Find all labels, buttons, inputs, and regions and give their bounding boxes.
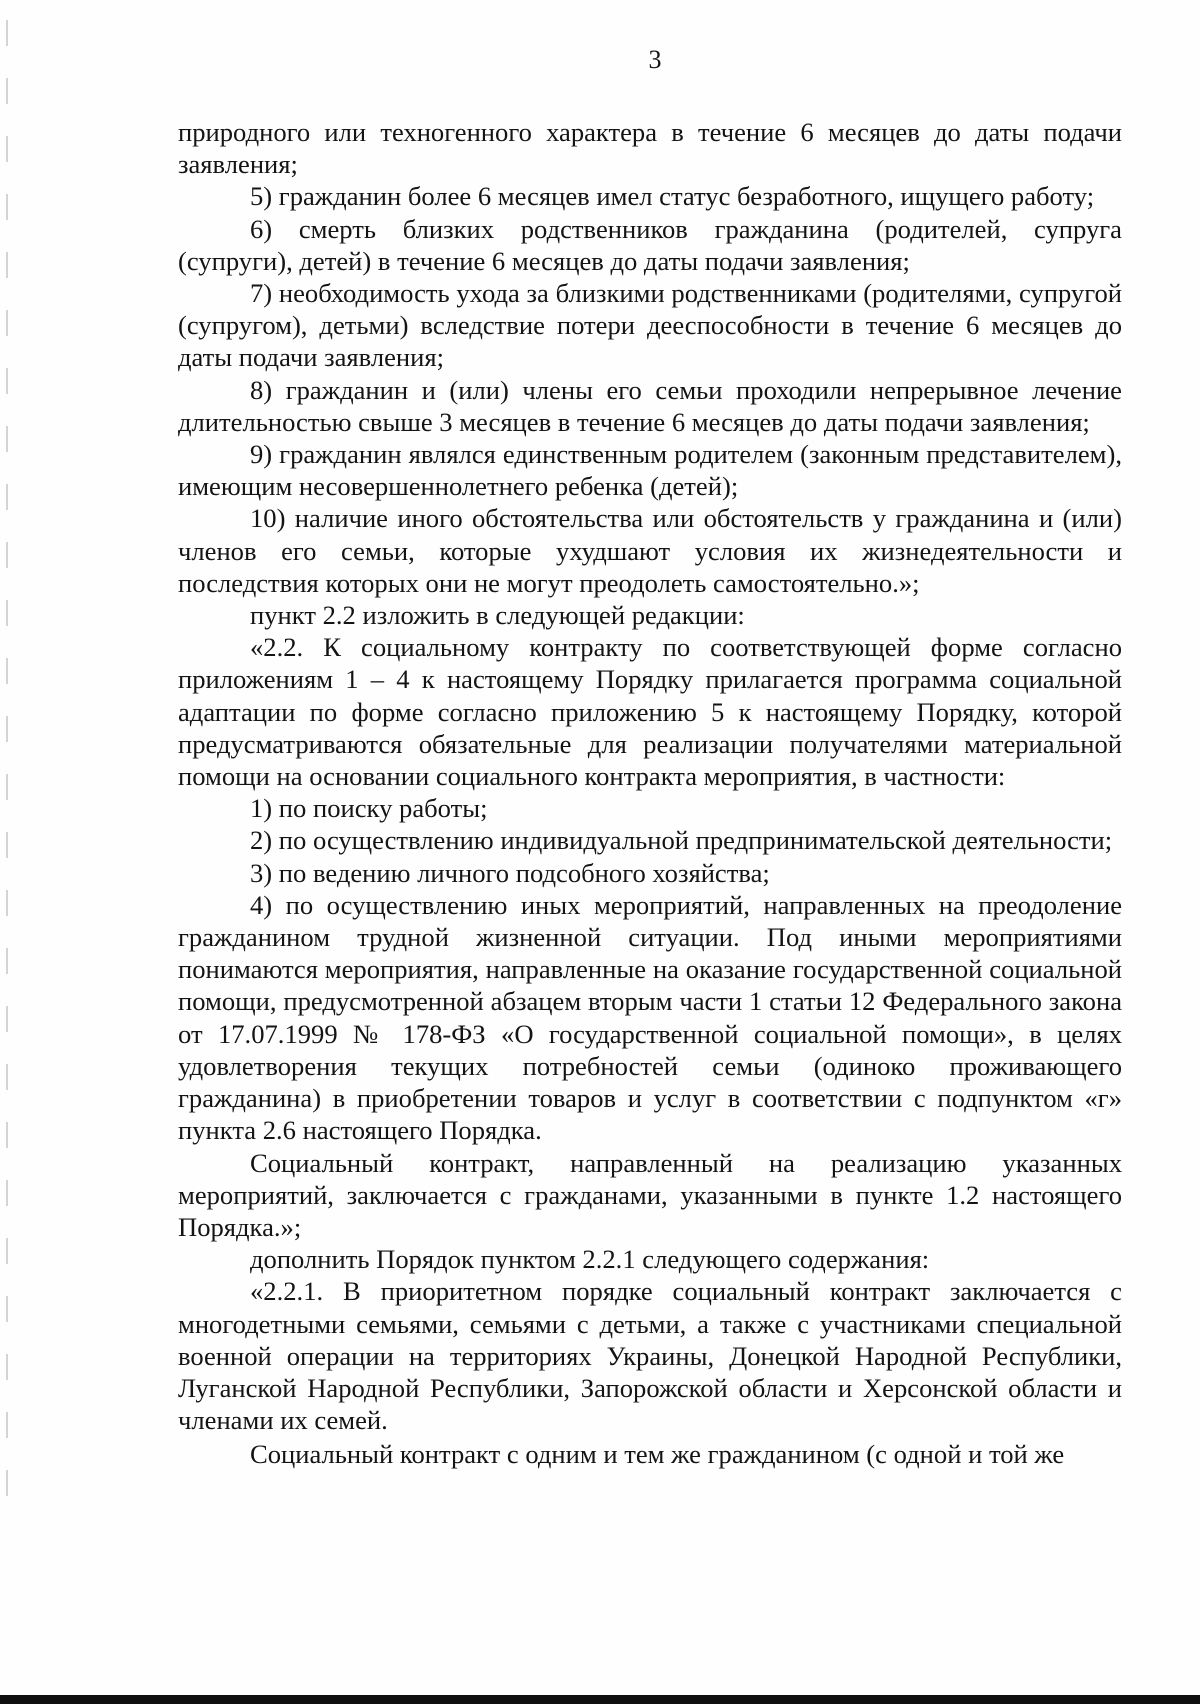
instruction-paragraph: пункт 2.2 изложить в следующей редакции: [250,600,745,631]
clause-2-2-1: «2.2.1. В приоритетном порядке социальный контракт заключается с многодетными семьями, семьями с детьми, а также с участниками специальной военной операции на территориях Украины, Донецкой Народной Республики, Луганской Народной Республики, Запорожской области и Херсонской области и членами их семей. [178,1276,1122,1436]
clause-2-2-item-2: 2) по осуществлению индивидуальной предпринимательской деятельности; [250,825,1113,856]
clause-2-2-item-4: 4) по осуществлению иных мероприятий, направленных на преодоление гражданином трудной жизненной ситуации. Под иными мероприятиями понимаются мероприятия, направленные на оказание государственной социальной помощи, предусмотренной абзацем вторым части 1 статьи 12 Федерального закона от 17.07.1999 № 178-ФЗ «О государственной социальной помощи», в целях удовлетворения текущих потребностей семьи (одиноко проживающего гражданина) в приобретении товаров и услуг в соответствии с подпунктом «г» пункта 2.6 настоящего Порядка. [178,889,1122,1146]
clause-2-2-item-3: 3) по ведению личного подсобного хозяйства; [250,857,770,888]
clause-2-2-item-1: 1) по поиску работы; [250,793,488,824]
list-item-8: 8) гражданин и (или) члены его семьи проходили непрерывное лечение длительностью свыше 3 месяцев в течение 6 месяцев до даты подачи заявления; [178,374,1122,437]
list-item-10: 10) наличие иного обстоятельства или обстоятельств у гражданина и (или) членов его семьи, которые ухудшают условия их жизнедеятельности и последствия которых они не могут преодолеть самостоятельно.»; [178,503,1122,598]
instruction-paragraph-2: дополнить Порядок пунктом 2.2.1 следующего содержания: [250,1244,930,1275]
list-item-6: 6) смерть близких родственников гражданина (родителей, супруга (супруги), детей) в течение 6 месяцев до даты подачи заявления; [178,213,1122,276]
clause-2-2: «2.2. К социальному контракту по соответствующей форме согласно приложениям 1 – 4 к настоящему Порядку прилагается программа социальной адаптации по форме согласно приложению 5 к настоящему Порядку, которой предусматриваются обязательные для реализации получателями материальной помощи на основании социального контракта мероприятия, в частности: [178,632,1122,792]
paragraph-final: Социальный контракт с одним и тем же гражданином (с одной и той же [250,1439,1065,1470]
scan-edge-left [6,20,8,1500]
list-item-7: 7) необходимость ухода за близкими родственниками (родителями, супругой (супругом), детьми) вследствие потери дееспособности в течение 6 месяцев до даты подачи заявления; [178,278,1122,373]
clause-2-2-closing: Социальный контракт, направленный на реализацию указанных мероприятий, заключается с гражданами, указанными в пункте 1.2 настоящего Порядка.»; [178,1147,1122,1242]
list-item-5: 5) гражданин более 6 месяцев имел статус безработного, ищущего работу; [250,181,1095,212]
page-number: 3 [648,45,662,74]
list-item-9: 9) гражданин являлся единственным родителем (законным представителем), имеющим несовершеннолетнего ребенка (детей); [178,439,1122,502]
paragraph-continuation: природного или техногенного характера в течение 6 месяцев до даты подачи заявления; [178,117,1122,180]
scan-edge-bottom [0,1695,1200,1704]
document-body [178,116,1122,1471]
